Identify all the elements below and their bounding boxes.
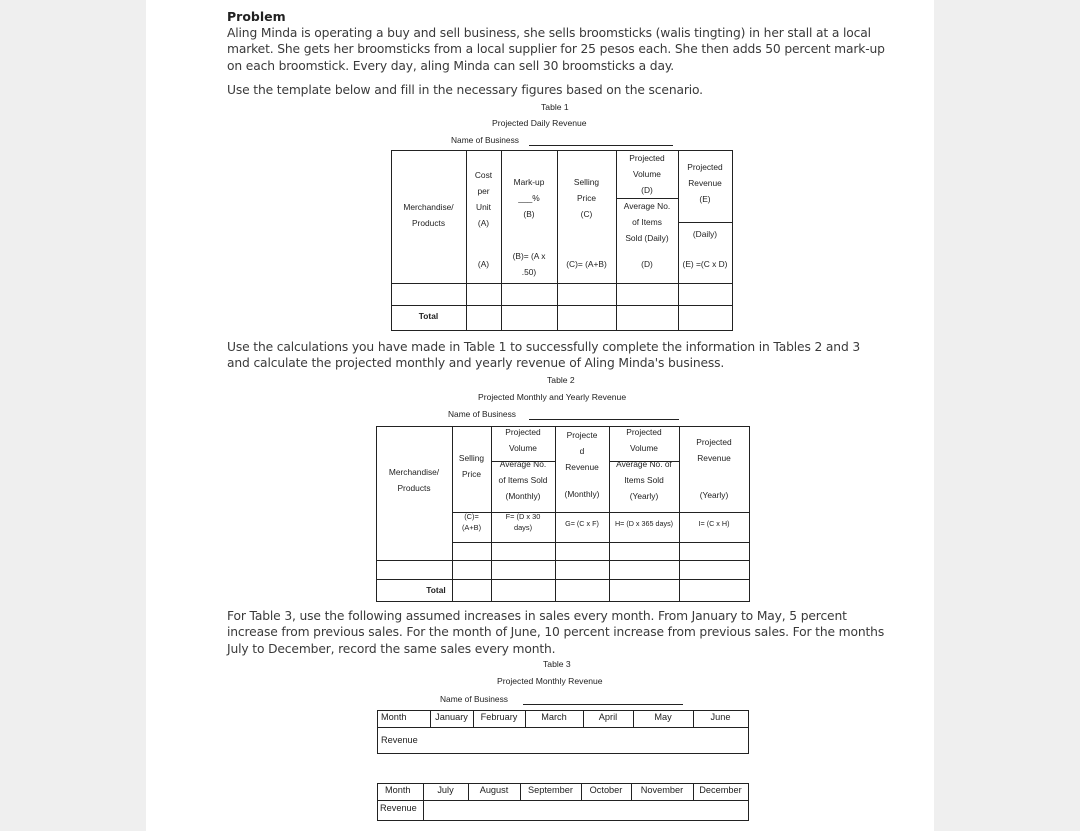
middle-line: Use the calculations you have made in Table 1 to successfully complete the information in Tables 2 and 3	[227, 340, 861, 354]
table2	[376, 426, 750, 602]
month-cell: September	[528, 785, 573, 795]
month-cell: May	[654, 712, 672, 722]
table2-title: Projected Monthly and Yearly Revenue	[478, 392, 627, 402]
revenue-row-label: Revenue	[380, 803, 417, 813]
table3-line: For Table 3, use the following assumed increases in sales every month. From January to May, 5 percent	[227, 609, 847, 623]
header-volume-monthly: Projected Volume Average No. of Items Sold (Monthly)	[498, 427, 548, 501]
header-revenue-yearly: Projected Revenue	[696, 437, 732, 463]
header-revenue-yearly-period: (Yearly)	[699, 490, 729, 500]
month-cell: April	[598, 712, 618, 722]
header-projected-revenue: Projected Revenue (E)	[687, 162, 723, 204]
problem-line: Aling Minda is operating a buy and sell business, she sells broomsticks (walis tingting) in her stall at a local	[227, 26, 871, 40]
instruction-text: Use the template below and fill in the necessary figures based on the scenario.	[227, 83, 703, 97]
document-page	[146, 0, 934, 831]
formula-selling: (C)= (A+B)	[566, 259, 607, 269]
formula-volume-monthly: F= (D x 30 days)	[505, 512, 541, 532]
header-revenue-daily: (Daily)	[692, 229, 718, 239]
formula-markup: (B)= (A x .50)	[512, 251, 546, 277]
month-cell: December	[699, 785, 742, 795]
table2-label: Table 2	[547, 375, 575, 385]
table3-text	[227, 608, 884, 657]
formula-volume: (D)	[641, 259, 653, 269]
formula-revenue-yearly: I= (C x H)	[698, 519, 730, 528]
formula-volume-yearly: H= (D x 365 days)	[614, 519, 674, 528]
middle-line: and calculate the projected monthly and yearly revenue of Aling Minda's business.	[227, 356, 725, 371]
formula-revenue: (E) =(C x D)	[682, 259, 728, 269]
middle-text	[227, 339, 860, 372]
month-cell: November	[640, 785, 684, 795]
month-cell: October	[589, 785, 623, 795]
header-merchandise: Merchandise/ Products	[388, 467, 440, 493]
table1-total-label: Total	[418, 311, 439, 321]
header-merchandise: Merchandise/ Products	[403, 202, 454, 228]
header-selling-price: Selling Price (C)	[573, 177, 600, 219]
month-cell: July	[437, 785, 454, 795]
business-name-line	[529, 419, 679, 420]
table3-line: July to December, record the same sales every month.	[227, 641, 556, 656]
problem-line: market. She gets her broomsticks from a local supplier for 25 pesos each. She then adds 50 percent mark-up	[227, 42, 885, 57]
table3-business-label: Name of Business	[440, 694, 508, 704]
table1-label: Table 1	[541, 102, 569, 112]
header-selling-price: Selling Price	[458, 453, 485, 479]
formula-cost: (A)	[477, 259, 490, 269]
header-revenue-monthly-period: (Monthly)	[564, 489, 600, 499]
formula-selling: (C)= (A+B)	[461, 512, 482, 532]
business-name-line	[523, 704, 683, 705]
problem-heading: Problem	[227, 9, 286, 24]
month-cell: March	[541, 712, 567, 722]
header-cost: Cost per Unit (A)	[474, 170, 493, 228]
table2-business-label: Name of Business	[448, 409, 516, 419]
table3-first-half	[377, 710, 749, 754]
month-cell: August	[479, 785, 509, 795]
problem-line: on each broomstick. Every day, aling Minda can sell 30 broomsticks a day.	[227, 58, 674, 73]
month-cell: January	[435, 712, 468, 722]
header-markup: Mark-up ___% (B)	[513, 177, 545, 219]
month-row-label: Month	[385, 785, 411, 795]
table1	[391, 150, 733, 331]
table1-business-label: Name of Business	[451, 135, 519, 145]
month-cell: February	[480, 712, 518, 722]
business-name-line	[529, 145, 673, 146]
table2-total-label: Total	[426, 585, 446, 595]
month-row-label: Month	[381, 712, 407, 722]
table3-second-half	[377, 783, 749, 821]
table3-label: Table 3	[543, 659, 571, 669]
table3-title: Projected Monthly Revenue	[497, 676, 603, 686]
formula-revenue-monthly: G= (C x F)	[565, 519, 599, 528]
table1-title: Projected Daily Revenue	[492, 118, 587, 128]
header-revenue-monthly: Projecte d Revenue	[565, 430, 599, 472]
month-cell: June	[710, 712, 731, 722]
header-projected-volume: Projected Volume (D) Average No. of Items Sold (Daily)	[623, 153, 671, 243]
header-volume-yearly: Projected Volume Average No. of Items Sold (Yearly)	[616, 427, 672, 501]
revenue-row-label: Revenue	[381, 735, 418, 745]
table3-line: increase from previous sales. For the month of June, 10 percent increase from previous sales. For the months	[227, 625, 885, 640]
problem-text	[227, 25, 885, 74]
